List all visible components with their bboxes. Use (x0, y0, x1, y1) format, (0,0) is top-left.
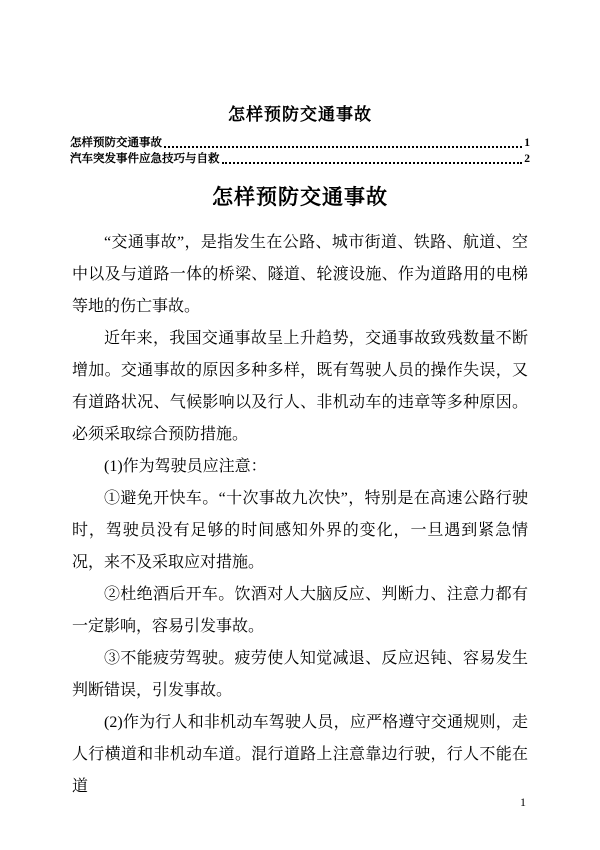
toc-leader-dots (164, 146, 522, 148)
body-paragraph: ③不能疲劳驾驶。疲劳使人知觉减退、反应迟钝、容易发生判断错误，引发事故。 (72, 650, 528, 699)
toc-entry[interactable] (70, 135, 530, 151)
body-paragraph: ②杜绝酒后开车。饮酒对人大脑反应、判断力、注意力都有一定影响，容易引发事故。 (72, 586, 528, 635)
body-paragraph: ①避免开快车。“十次事故九次快”，特别是在高速公路行驶时，驾驶员没有足够的时间感知外界的变化，一旦遇到紧急情况，来不及采取应对措施。 (72, 490, 528, 571)
toc-entry-label: 汽车突发事件应急技巧与自救 (70, 153, 220, 165)
toc-leader-dots (222, 162, 523, 164)
body-paragraph: (1)作为驾驶员应注意： (104, 458, 267, 475)
toc-entry[interactable] (70, 151, 530, 167)
body-paragraph: 近年来，我国交通事故呈上升趋势，交通事故致残数量不断增加。交通事故的原因多种多样，既有驾驶人员的操作失误，又有道路状况、气候影响以及行人、非机动车的违章等多种原因。必须采取综合预防措施。 (72, 330, 528, 443)
table-of-contents (70, 135, 530, 167)
page-number: 1 (520, 795, 526, 809)
toc-entry-page-number: 1 (524, 137, 530, 149)
body-paragraph: “交通事故”，是指发生在公路、城市街道、铁路、航道、空中以及与道路一体的桥梁、隧道、轮渡设施、作为道路用的电梯等地的伤亡事故。 (72, 234, 528, 315)
section-heading: 怎样预防交通事故 (212, 185, 388, 209)
body-paragraph: (2)作为行人和非机动车驾驶人员，应严格遵守交通规则，走人行横道和非机动车道。混行道路上注意靠边行驶，行人不能在道 (72, 714, 528, 795)
toc-entry-label: 怎样预防交通事故 (70, 137, 162, 149)
document-title: 怎样预防交通事故 (228, 105, 372, 124)
toc-entry-page-number: 2 (524, 153, 530, 165)
document-body (72, 227, 528, 803)
